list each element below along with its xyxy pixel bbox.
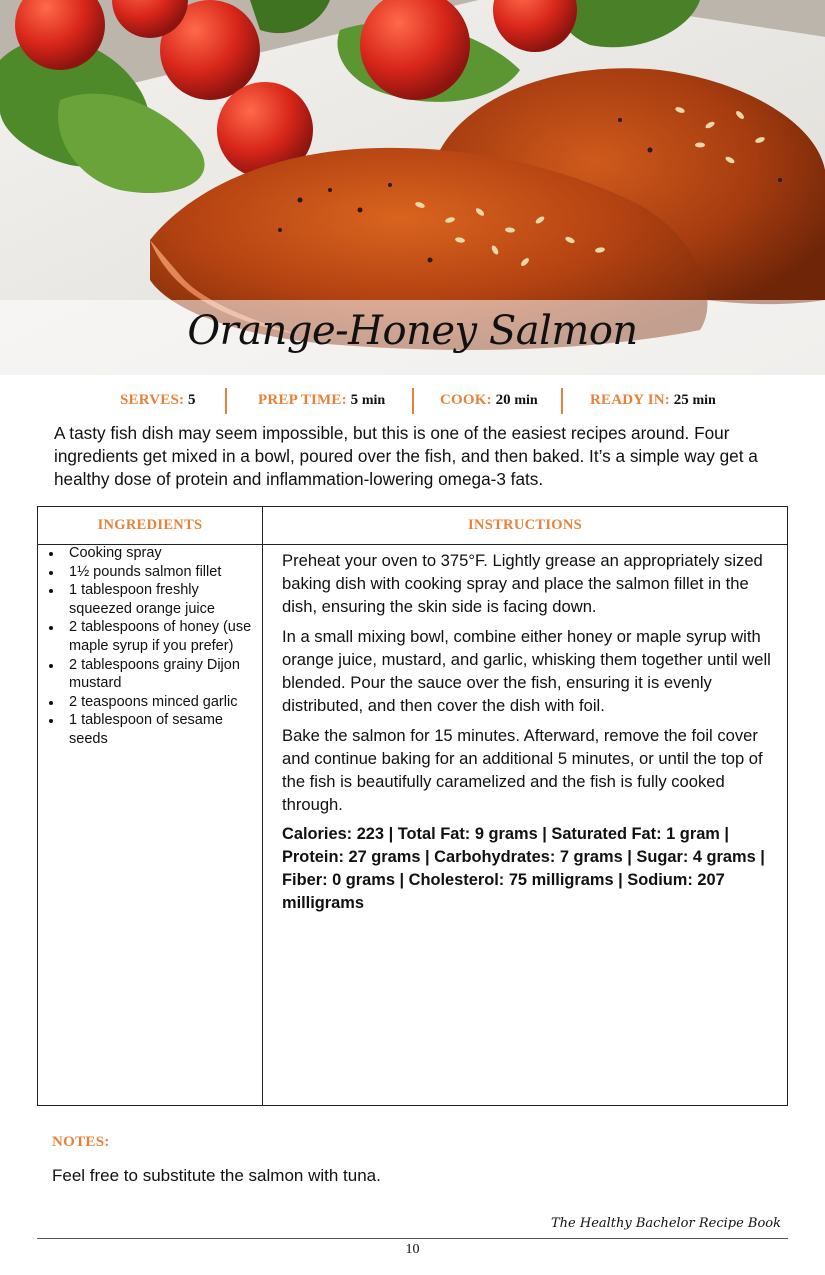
ingredient-item: 2 tablespoons of honey (use maple syrup if you prefer) <box>46 618 258 655</box>
stat-label: PREP TIME: <box>258 392 347 408</box>
page-number: 10 <box>405 1242 420 1257</box>
stat-value: 5 <box>350 392 359 408</box>
stat-label: COOK: <box>440 392 492 408</box>
column-divider <box>262 507 263 1105</box>
instructions-header: INSTRUCTIONS <box>468 517 582 533</box>
ingredients-header: INGREDIENTS <box>97 517 203 533</box>
stat-ready-in <box>590 392 716 409</box>
nutrition-facts: Calories: 223 | Total Fat: 9 grams | Saturated Fat: 1 gram | Protein: 27 grams | Carbohydrates: 7 grams | Sugar: 4 grams | Fiber: 0 grams | Cholesterol: 75 milligrams | Sodium: 207 milligrams <box>282 825 765 912</box>
stat-unit: min <box>361 393 386 408</box>
ingredients-list <box>46 544 258 749</box>
ingredient-item: 2 tablespoons grainy Dijon mustard <box>46 656 258 693</box>
instruction-step: In a small mixing bowl, combine either honey or maple syrup with orange juice, mustard, and garlic, whisking them together until well blended. Pour the sauce over the fish, ensuring it is evenly distributed, and then cover the dish with foil. <box>282 627 771 715</box>
ingredient-item: 1½ pounds salmon fillet <box>46 563 258 582</box>
stat-divider <box>412 388 414 414</box>
stat-label: SERVES: <box>120 392 185 408</box>
recipe-table <box>37 506 788 1106</box>
recipe-stats <box>0 388 825 416</box>
ingredient-item: 2 teaspoons minced garlic <box>46 693 258 712</box>
footer-rule <box>37 1238 788 1239</box>
hero-photo <box>0 0 825 375</box>
notes-text: Feel free to substitute the salmon with tuna. <box>52 1166 381 1185</box>
recipe-title: Orange-Honey Salmon <box>187 308 638 354</box>
ingredient-item: 1 tablespoon freshly squeezed orange juice <box>46 581 258 618</box>
notes-label: NOTES: <box>52 1134 110 1150</box>
instruction-step: Preheat your oven to 375°F. Lightly grease an appropriately sized baking dish with cooking spray and place the salmon fillet in the dish, ensuring the skin side is facing down. <box>282 551 763 616</box>
stat-cook-time <box>440 392 538 409</box>
stat-unit: min <box>514 393 538 408</box>
stat-prep-time <box>258 392 385 409</box>
stat-value: 25 <box>673 392 689 408</box>
stat-value: 5 <box>187 392 196 408</box>
recipe-intro: A tasty fish dish may seem impossible, but this is one of the easiest recipes around. Four ingredients get mixed in a bowl, poured over the fish, and then baked. It’s a simple way get a healthy dose of protein and inflammation-lowering omega-3 fats. <box>54 423 758 489</box>
stat-unit: min <box>692 393 716 408</box>
instruction-step: Bake the salmon for 15 minutes. Afterward, remove the foil cover and continue baking for an additional 5 minutes, or until the top of the fish is beautifully caramelized and the fish is fully cooked through. <box>282 726 763 814</box>
stat-divider <box>561 388 563 414</box>
instructions <box>282 549 782 922</box>
stat-divider <box>225 388 227 414</box>
ingredient-item: Cooking spray <box>46 544 258 563</box>
stat-value: 20 <box>495 392 511 408</box>
book-title: The Healthy Bachelor Recipe Book <box>550 1216 781 1231</box>
stat-serves <box>120 392 195 409</box>
stat-label: READY IN: <box>590 392 670 408</box>
ingredient-item: 1 tablespoon of sesame seeds <box>46 711 258 748</box>
